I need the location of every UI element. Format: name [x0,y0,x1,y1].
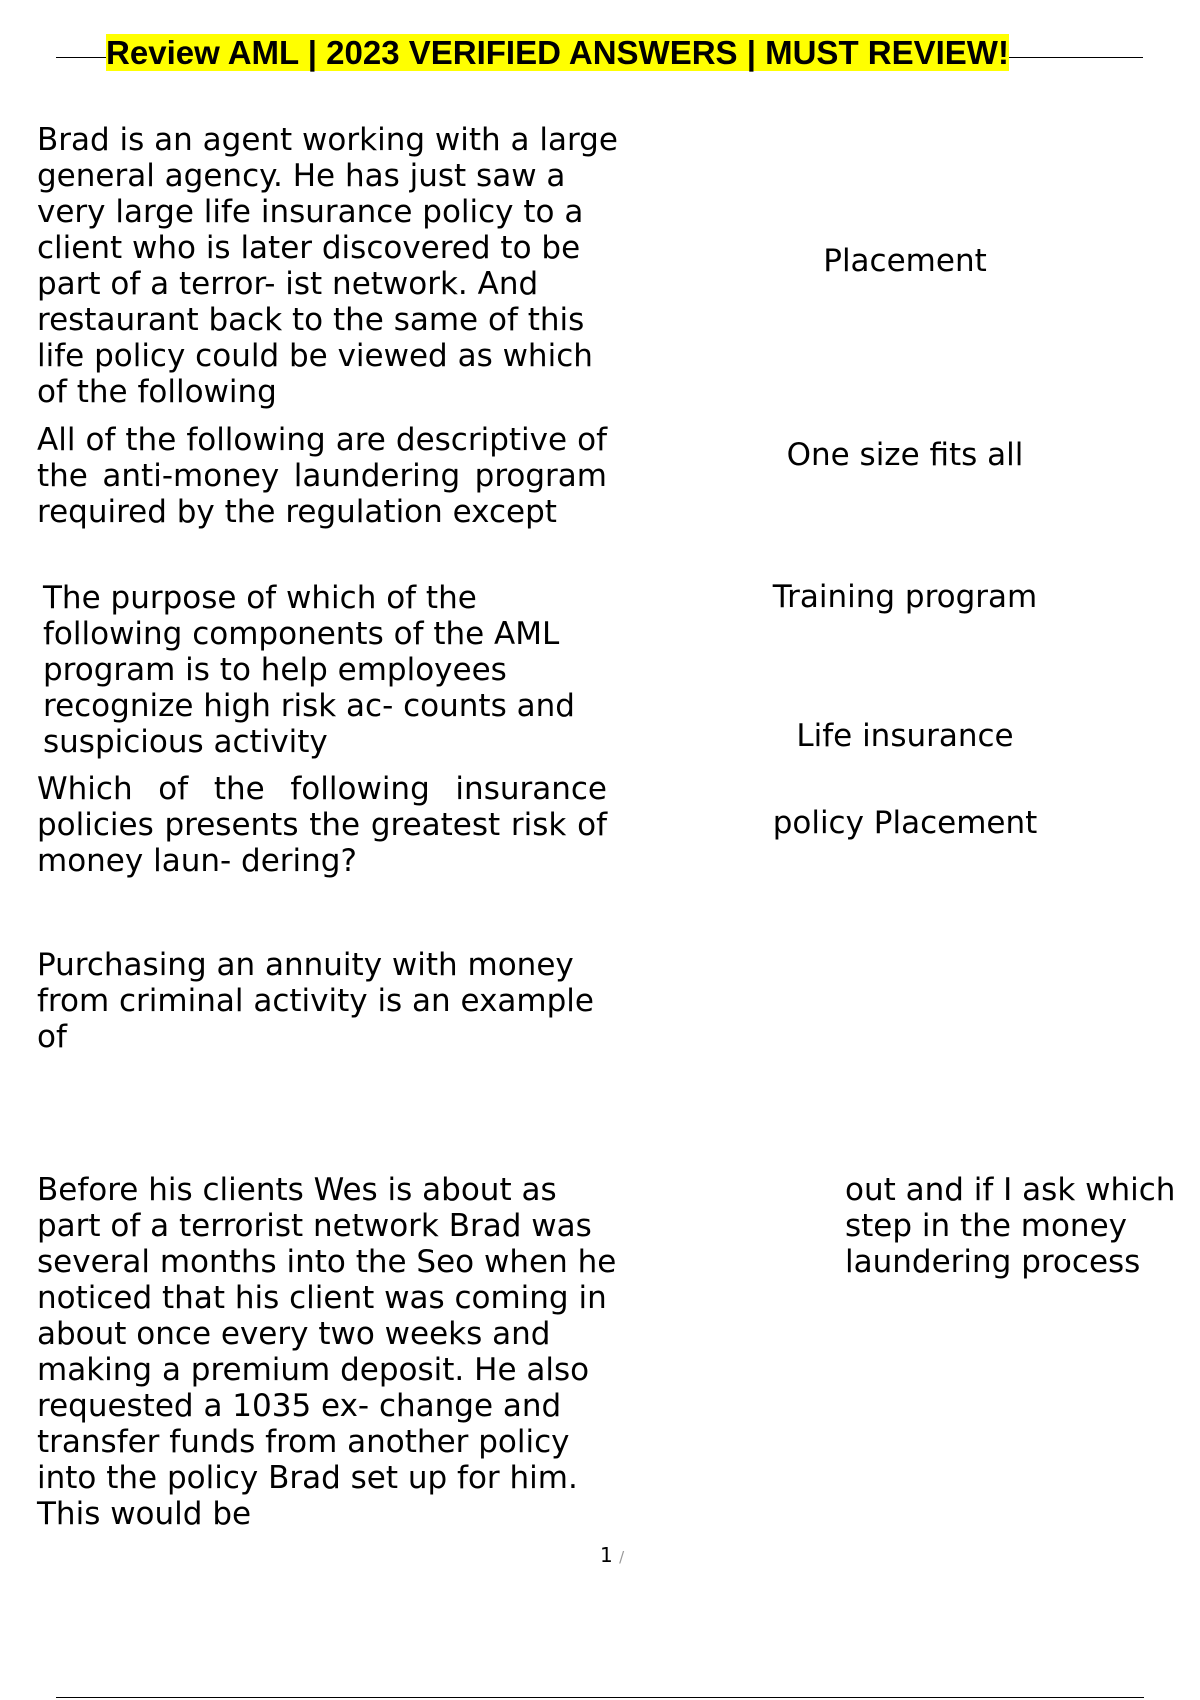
question-2: All of the following are descriptive of the anti-money laundering program required by the regulation except [37,422,607,530]
question-4: Which of the following insurance policies presents the greatest risk of money laun- dering? [37,771,607,879]
answer-4: Life insurance [796,718,1014,754]
page-number-value: 1 [600,1543,613,1567]
answer-5: policy Placement [772,805,1038,841]
page-separator: / [619,1548,625,1566]
answer-2: One size fits all [786,437,1024,473]
question-1: Brad is an agent working with a large general agency. He has just saw a very large life insurance policy to a client who is later discovered to be part of a terror- ist network. And restaurant back to the same of this life policy could be viewed as which of the following [37,122,618,410]
answer-1: Placement [823,243,987,279]
document-title [100,32,1015,73]
answer-6: out and if I ask which step in the money laundering process [845,1172,1176,1280]
page-number [600,1543,624,1569]
footer-rule [56,1697,1144,1698]
question-6: Before his clients Wes is about as part of a terrorist network Brad was several months into the Seo when he noticed that his client was coming in about once every two weeks and making a premium deposit. He also requested a 1035 ex- change and transfer funds from another policy into the policy Brad set up for him. This would be [37,1172,617,1532]
title-highlight: Review AML | 2023 VERIFIED ANSWERS | MUST REVIEW! [106,34,1009,71]
answer-3: Training program [772,579,1038,615]
question-3: The purpose of which of the following components of the AML program is to help employees recognize high risk ac- counts and suspicious activity [43,580,575,760]
question-5: Purchasing an annuity with money from criminal activity is an example of [37,947,594,1055]
